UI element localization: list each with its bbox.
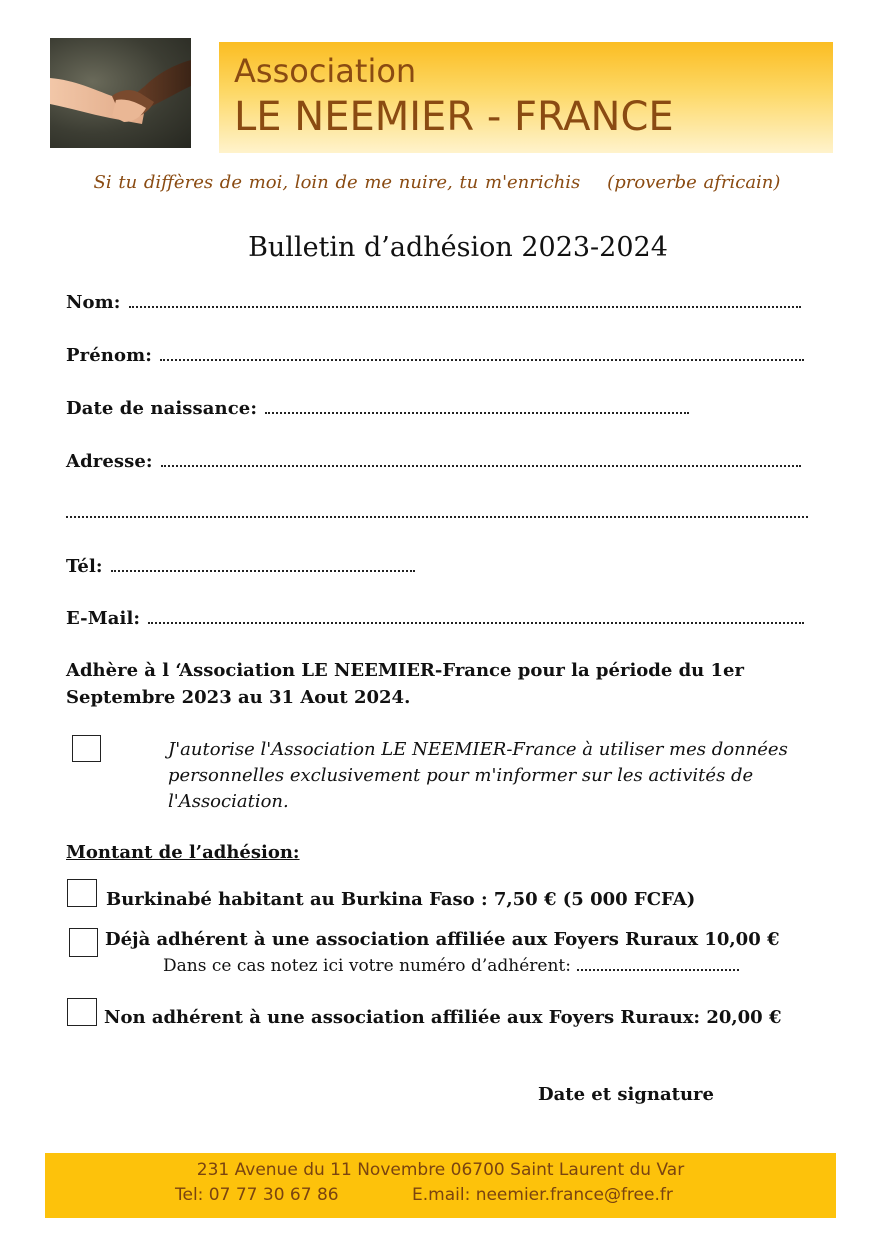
form-title: Bulletin d’adhésion 2023-2024 — [248, 232, 668, 263]
field-email-label: E-Mail: — [66, 608, 141, 629]
footer-phone: Tel: 07 77 30 67 86 — [175, 1185, 339, 1205]
field-adresse-line2[interactable] — [66, 504, 808, 518]
amount-title: Montant de l’adhésion: — [66, 842, 300, 863]
field-adresse-label: Adresse: — [66, 451, 153, 472]
field-tel-label: Tél: — [66, 556, 103, 577]
field-date-naissance-label: Date de naissance: — [66, 398, 258, 419]
association-name: LE NEEMIER - FRANCE — [234, 94, 674, 140]
field-adresse[interactable] — [66, 451, 801, 472]
footer-contact — [45, 1153, 836, 1218]
option-affiliated-label: Déjà adhérent à une association affiliée aux Foyers Ruraux 10,00 € — [105, 929, 780, 950]
footer-email: E.mail: neemier.france@free.fr — [412, 1185, 673, 1205]
option-non-affiliated-label: Non adhérent à une association affiliée aux Foyers Ruraux: 20,00 € — [104, 1007, 782, 1028]
field-email[interactable] — [66, 608, 804, 629]
field-adresse-line[interactable] — [161, 453, 801, 467]
consent-checkbox[interactable] — [72, 735, 101, 762]
member-number-field[interactable] — [163, 956, 739, 976]
option-burkina-label: Burkinabé habitant au Burkina Faso : 7,50 € (5 000 FCFA) — [106, 889, 696, 910]
member-number-note: Dans ce cas notez ici votre numéro d’adhérent: — [163, 956, 571, 976]
option-affiliated-checkbox[interactable] — [69, 928, 98, 957]
proverb: Si tu diffères de moi, loin de me nuire, tu m'enrichis (proverbe africain) — [93, 172, 781, 193]
field-tel[interactable] — [66, 556, 415, 577]
field-email-line[interactable] — [148, 610, 804, 624]
footer-address: 231 Avenue du 11 Novembre 06700 Saint Laurent du Var — [196, 1160, 685, 1180]
association-label: Association — [234, 52, 417, 90]
handshake-photo — [50, 38, 191, 148]
field-prenom-label: Prénom: — [66, 345, 152, 366]
option-burkina-checkbox[interactable] — [67, 879, 97, 907]
consent-text: J'autorise l'Association LE NEEMIER-France à utiliser mes données personnelles exclusivement pour m'informer sur les activités de l'Association. — [168, 739, 788, 812]
handshake-icon — [50, 38, 191, 148]
field-tel-line[interactable] — [111, 558, 415, 572]
membership-period: Adhère à l ‘Association LE NEEMIER-France pour la période du 1er Septembre 2023 au 31 Aout 2024. — [66, 660, 744, 708]
field-nom-line[interactable] — [129, 294, 801, 308]
field-date-naissance-line[interactable] — [265, 400, 689, 414]
field-nom[interactable] — [66, 292, 801, 313]
field-nom-label: Nom: — [66, 292, 121, 313]
association-banner — [219, 42, 833, 153]
field-prenom[interactable] — [66, 345, 804, 366]
field-prenom-line[interactable] — [160, 347, 804, 361]
field-date-naissance[interactable] — [66, 398, 689, 419]
option-non-affiliated-checkbox[interactable] — [67, 998, 97, 1026]
date-signature-label: Date et signature — [538, 1084, 714, 1105]
member-number-line[interactable] — [577, 957, 739, 971]
field-adresse-line2-dots[interactable] — [66, 504, 808, 518]
